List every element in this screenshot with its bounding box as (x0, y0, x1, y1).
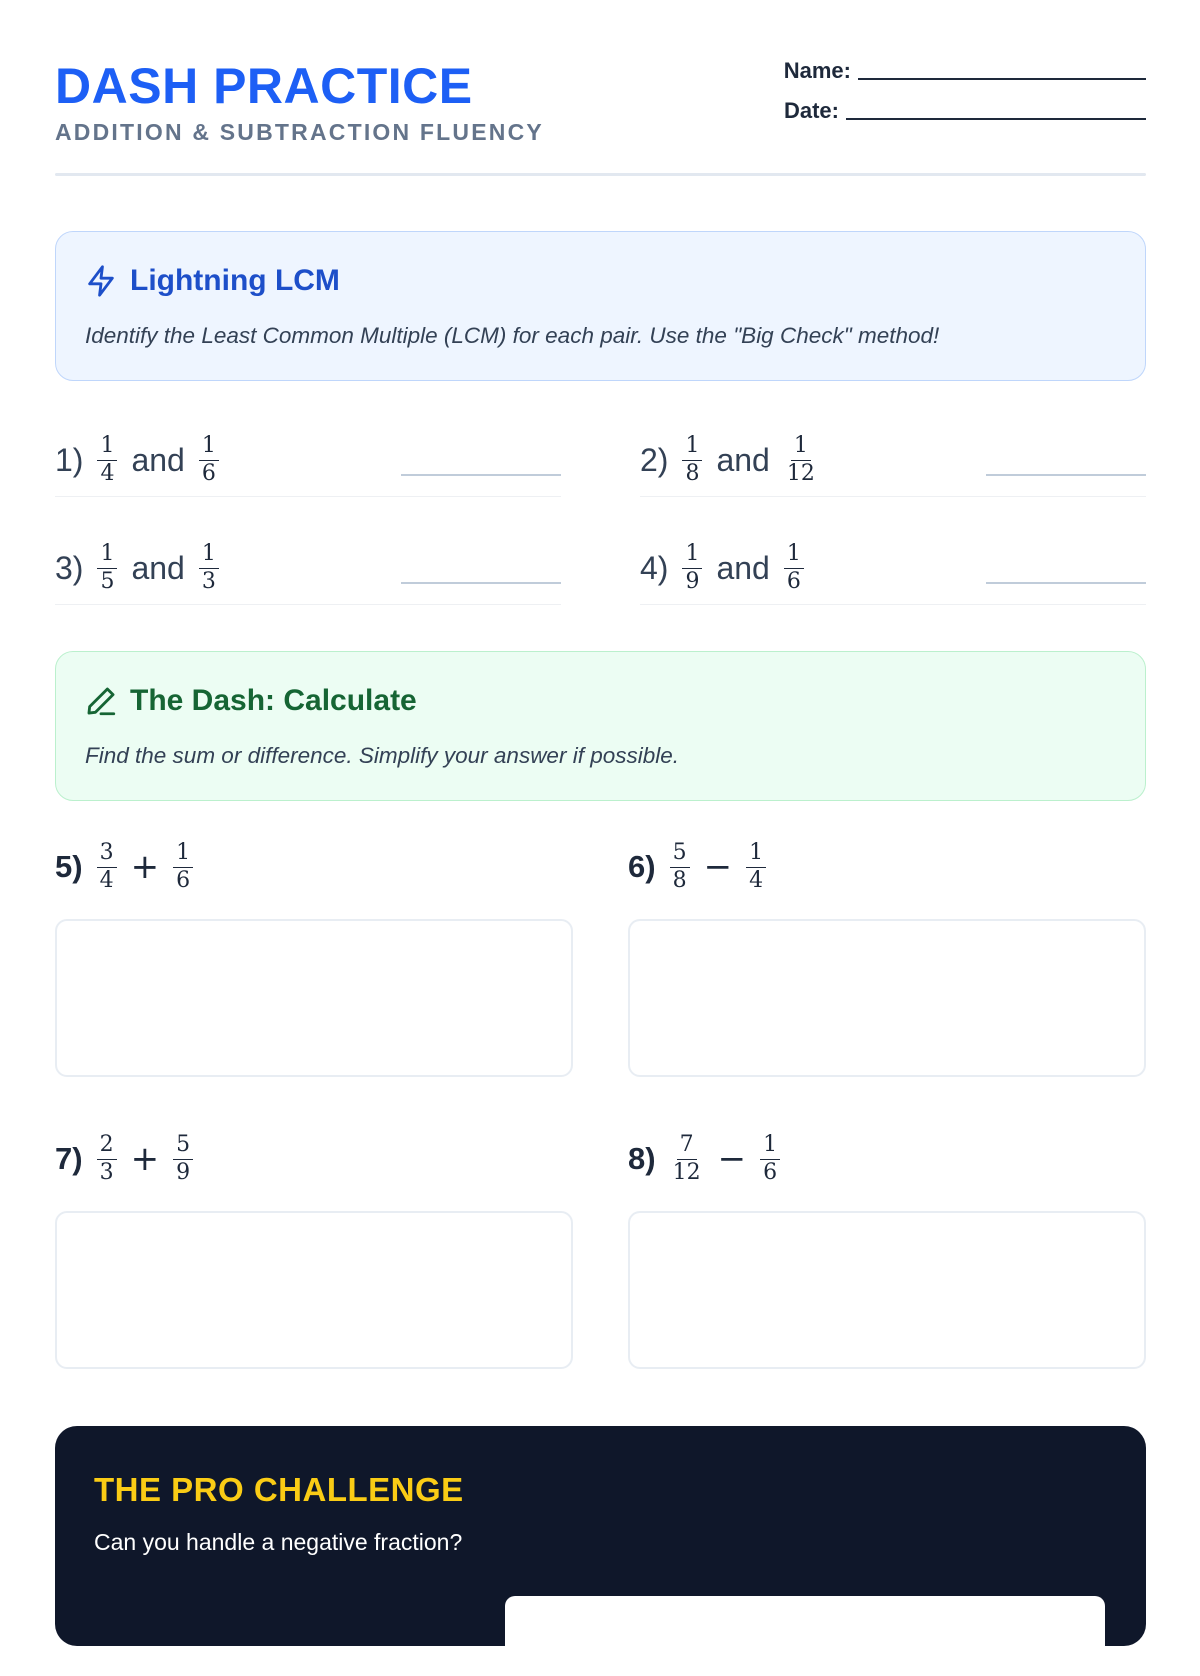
lcm-section-title: Lightning LCM (130, 264, 340, 297)
work-box[interactable] (55, 919, 573, 1077)
operator: + (130, 847, 160, 887)
connector-word: and (131, 441, 185, 478)
fraction (173, 1133, 193, 1185)
denominator: 3 (201, 569, 216, 594)
pencil-icon (84, 684, 118, 718)
problem-number: 6) (628, 849, 656, 884)
header-divider (55, 173, 1146, 176)
lcm-expression (640, 434, 818, 486)
connector-word: and (716, 549, 770, 586)
fraction (173, 841, 193, 893)
connector-word: and (131, 549, 185, 586)
lcm-problem-2 (640, 410, 1146, 497)
numerator: 1 (682, 434, 702, 461)
problem-number: 3) (55, 549, 84, 586)
page-subtitle: ADDITION & SUBTRACTION FLUENCY (55, 119, 544, 145)
denominator: 8 (685, 461, 700, 486)
numerator: 2 (97, 1133, 117, 1160)
denominator: 6 (763, 1160, 778, 1185)
dash-section-title: The Dash: Calculate (130, 684, 417, 717)
problem-number: 7) (55, 1141, 83, 1176)
fraction (97, 1133, 117, 1185)
numerator: 1 (199, 542, 219, 569)
numerator: 7 (677, 1133, 697, 1160)
numerator: 1 (791, 434, 811, 461)
pro-challenge-title: THE PRO CHALLENGE (94, 1471, 464, 1508)
denominator: 8 (672, 868, 687, 893)
denominator: 6 (176, 868, 191, 893)
problem-number: 4) (640, 549, 669, 586)
fraction (784, 542, 804, 594)
denominator: 6 (786, 569, 801, 594)
numerator: 1 (682, 542, 702, 569)
numerator: 5 (173, 1133, 193, 1160)
dash-expression (628, 837, 766, 897)
denominator: 12 (672, 1160, 701, 1185)
name-write-line[interactable] (858, 78, 1146, 80)
pro-challenge-box (55, 1426, 1146, 1646)
fraction (670, 841, 690, 893)
denominator: 3 (99, 1160, 114, 1185)
numerator: 1 (746, 841, 766, 868)
numerator: 1 (97, 434, 117, 461)
fraction (97, 841, 117, 893)
fraction (199, 542, 219, 594)
connector-word: and (716, 441, 770, 478)
problem-number: 8) (628, 1141, 656, 1176)
denominator: 9 (176, 1160, 191, 1185)
answer-blank[interactable] (986, 582, 1146, 584)
answer-blank[interactable] (401, 582, 561, 584)
numerator: 3 (97, 841, 117, 868)
lcm-instructions: Identify the Least Common Multiple (LCM) for each pair. Use the "Big Check" method! (85, 323, 940, 348)
denominator: 4 (99, 868, 114, 893)
fraction (97, 434, 117, 486)
problem-number: 2) (640, 441, 669, 478)
numerator: 1 (784, 542, 804, 569)
dash-expression (55, 1129, 193, 1189)
fraction (682, 434, 702, 486)
operator: − (717, 1139, 747, 1179)
numerator: 1 (199, 434, 219, 461)
lcm-expression (640, 542, 804, 594)
work-box[interactable] (628, 1211, 1146, 1369)
worksheet-header (55, 55, 1146, 175)
dash-section-header (84, 684, 417, 718)
work-box[interactable] (55, 1211, 573, 1369)
date-write-line[interactable] (846, 118, 1146, 120)
dash-instructions: Find the sum or difference. Simplify your answer if possible. (85, 743, 679, 768)
lcm-problem-1 (55, 410, 561, 497)
lcm-problem-4 (640, 518, 1146, 605)
problem-number: 1) (55, 441, 84, 478)
fraction (760, 1133, 780, 1185)
work-box[interactable] (628, 919, 1146, 1077)
dash-expression (55, 837, 193, 897)
fraction (199, 434, 219, 486)
date-label: Date: (783, 98, 839, 123)
lcm-problem-3 (55, 518, 561, 605)
lcm-expression (55, 434, 219, 486)
denominator: 12 (786, 461, 815, 486)
numerator: 1 (97, 542, 117, 569)
page-title: DASH PRACTICE (55, 58, 473, 114)
denominator: 6 (201, 461, 216, 486)
fraction (97, 542, 117, 594)
pro-challenge-question: Can you handle a negative fraction? (94, 1529, 463, 1555)
lcm-section-box (55, 231, 1146, 381)
denominator: 4 (100, 461, 115, 486)
name-field[interactable] (784, 57, 1146, 85)
denominator: 9 (685, 569, 700, 594)
pro-challenge-card (505, 1596, 1105, 1676)
name-label: Name: (783, 58, 851, 83)
fraction (784, 434, 818, 486)
fraction (670, 1133, 704, 1185)
fraction (682, 542, 702, 594)
numerator: 1 (173, 841, 193, 868)
problem-number: 5) (55, 849, 83, 884)
fraction (746, 841, 766, 893)
answer-blank[interactable] (401, 474, 561, 476)
answer-blank[interactable] (986, 474, 1146, 476)
denominator: 5 (100, 569, 115, 594)
dash-expression (628, 1129, 780, 1189)
operator: + (130, 1139, 160, 1179)
lightning-icon (84, 264, 118, 298)
denominator: 4 (749, 868, 764, 893)
operator: − (703, 847, 733, 887)
numerator: 1 (760, 1133, 780, 1160)
lcm-expression (55, 542, 219, 594)
dash-section-box (55, 651, 1146, 801)
lcm-section-header (84, 264, 340, 298)
numerator: 5 (670, 841, 690, 868)
date-field[interactable] (784, 97, 1146, 125)
